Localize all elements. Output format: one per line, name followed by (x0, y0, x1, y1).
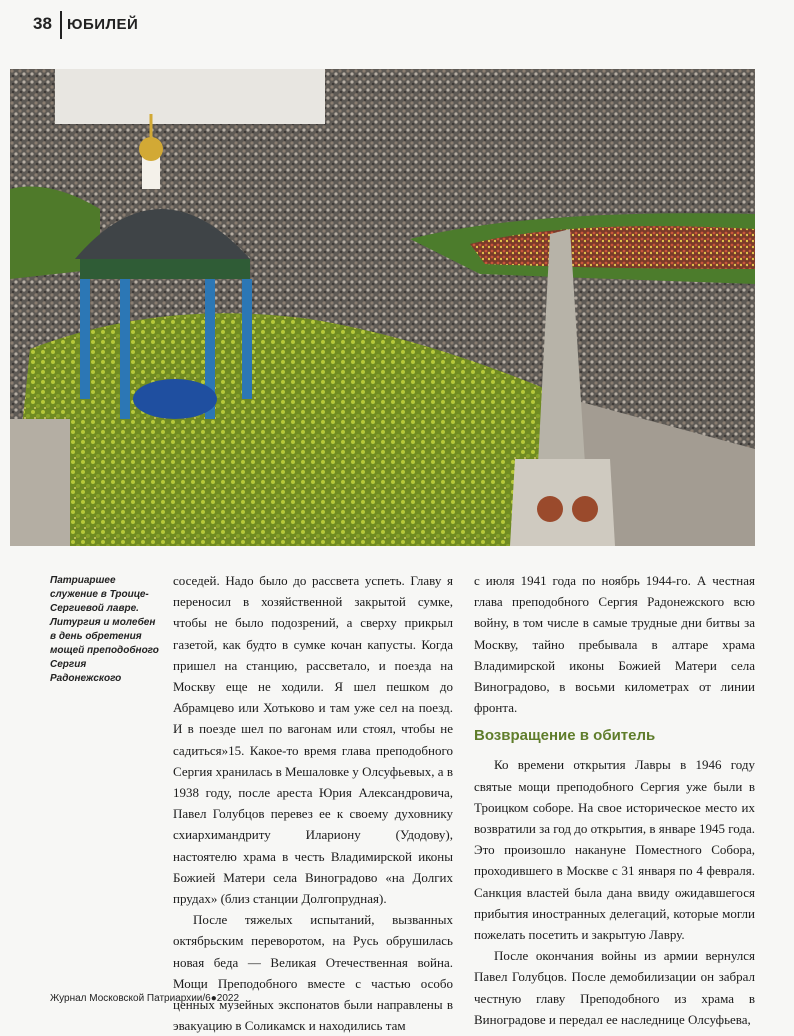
header-divider (60, 11, 62, 39)
subheading: Возвращение в обитель (474, 727, 656, 745)
paragraph: Ко времени открытия Лавры в 1946 году святые мощи преподобного Сергия уже были в Троицком соборе. На свое историческое место их возвратили за год до открытия, в январе 1945 года. Это произошло накануне Поместного Собора, проходившего в Москве с 31 января по 4 февраля. Санкция властей была дана ввиду ожидавшегося прибытия иностранных делегаций, которые могли пожелать посетить и закрытую Лавру. (474, 757, 755, 943)
paragraph: После окончания войны из армии вернулся Павел Голубцов. После демобилизации он забрал честную главу Преподобного из храма в Виноградове и передал ее наследнице Олсуфьева, (474, 948, 755, 1027)
photo-image (10, 69, 755, 546)
page-number: 38 (33, 14, 52, 33)
paragraph: После тяжелых испытаний, вызванных октябрьским переворотом, на Русь обрушилась новая беда — Великая Отечественная война. Мощи Преподобного вместе с частью особо ценных музейных экспонатов были направлены в эвакуацию в Соликамск и находились там (173, 912, 453, 1034)
section-title: ЮБИЛЕЙ (67, 16, 139, 33)
text-column-2 (474, 570, 755, 1030)
text-column-1 (173, 570, 453, 1036)
paragraph: с июля 1941 года по ноябрь 1944-го. А честная глава преподобного Сергия Радонежского всю войну, в том числе в самые трудные дни битвы за Москву, тайно пребывала в алтаре храма Владимирской иконы Божией Матери села Виноградово, в восьми километрах от линии фронта. (474, 573, 755, 716)
article-photo (10, 69, 755, 546)
journal-footer: Журнал Московской Патриархии/6●2022 (50, 993, 239, 1004)
photo-caption: Патриаршее служение в Троице-Сергиевой лавре. Литургия и молебен в день обретения мощей преподобного Сергия Радонежского (50, 575, 159, 684)
paragraph: соседей. Надо было до рассвета успеть. Главу я переносил в хозяйственной закрытой сумке, чтобы не было подозрений, а сверху прикрыл газетой, как будто в сумке кочан капусты. Когда пришел на станцию, рассветало, и поезда на Москву еще не ходили. Я шел пешком до Абрамцево или Хотьково и там уже сел на поезд. И в поезде шел по вагонам или стоял, чтобы не садиться»15. Какое-то время глава преподобного Сергия хранилась в Мешаловке у Олсуфьевых, а в 1938 году, после ареста Юрия Александровича, Павел Голубцов перевез ее к своему духовнику схиархимандриту Илариону (Удодову), настоятелю храма в честь Владимирской иконы Божией Матери села Виноградово «на Долгих прудах» (близ станции Долгопрудная). (173, 573, 453, 907)
